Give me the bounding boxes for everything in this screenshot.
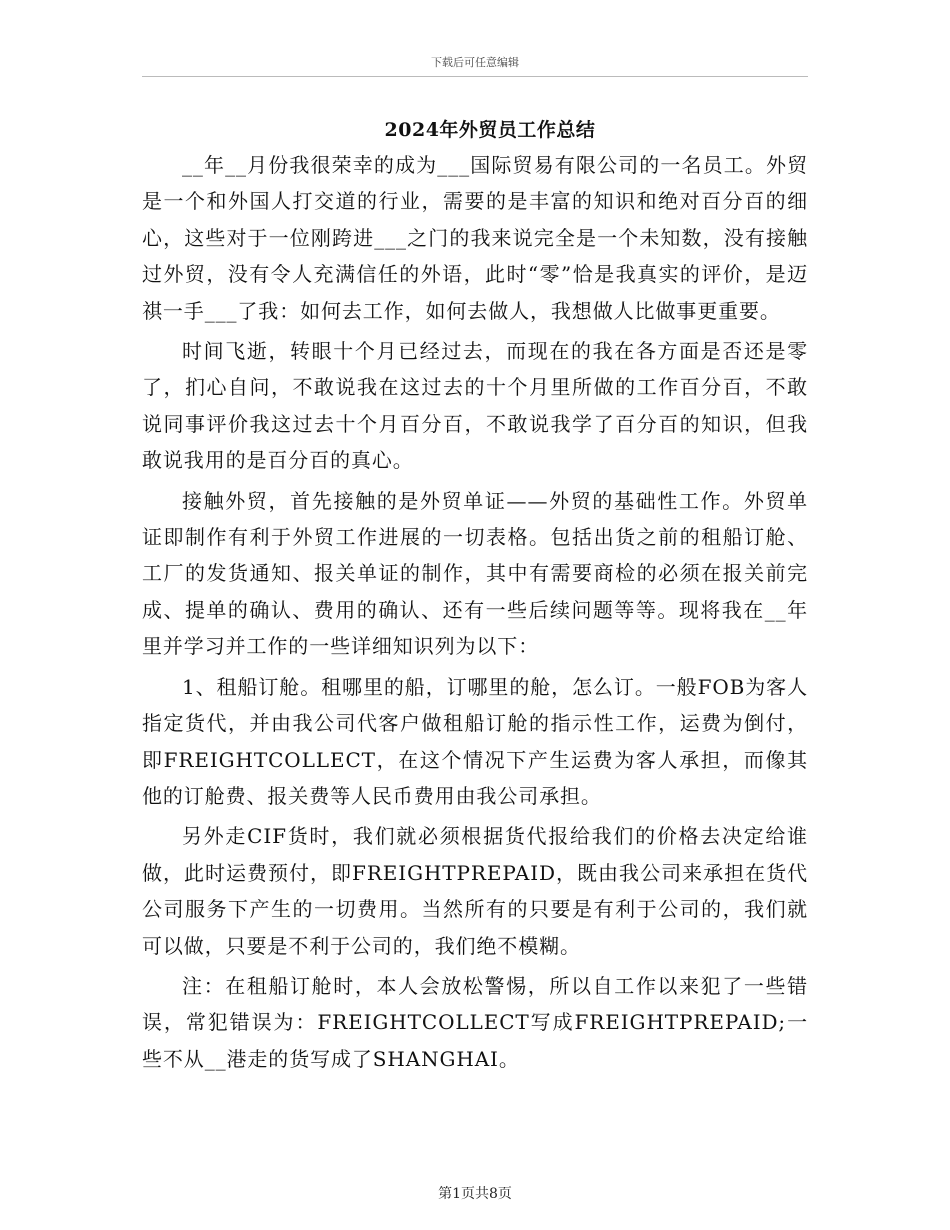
page-number: 第1页共8页	[438, 1186, 512, 1202]
page-header: 下载后可任意编辑	[431, 56, 519, 69]
paragraph: __年__月份我很荣幸的成为___国际贸易有限公司的一名员工。外贸是一个和外国人打交道的行业，需要的是丰富的知识和绝对百分百的细心，这些对于一位刚跨进___之门的我来说完全是一个未知数，没有接触过外贸，没有令人充满信任的外语，此时“零”恰是我真实的评价，是迈祺一手___了我：如何去工作，如何去做人，我想做人比做事更重要。	[142, 153, 808, 323]
paragraph: 1、租船订舱。租哪里的船，订哪里的舱，怎么订。一般FOB为客人指定货代，并由我公司代客户做租船订舱的指示性工作，运费为倒付，即FREIGHTCOLLECT，在这个情况下产生运费为客人承担，而像其他的订舱费、报关费等人民币费用由我公司承担。	[142, 674, 808, 808]
paragraph: 接触外贸，首先接触的是外贸单证——外贸的基础性工作。外贸单证即制作有利于外贸工作进展的一切表格。包括出货之前的租船订舱、工厂的发货通知、报关单证的制作，其中有需要商检的必须在报关前完成、提单的确认、费用的确认、还有一些后续问题等等。现将我在__年里并学习并工作的一些详细知识列为以下：	[142, 488, 808, 659]
paragraph: 时间飞逝，转眼十个月已经过去，而现在的我在各方面是否还是零了，扪心自问，不敢说我在这过去的十个月里所做的工作百分百，不敢说同事评价我这过去十个月百分百，不敢说我学了百分百的知识，但我敢说我用的是百分百的真心。	[142, 339, 808, 473]
document-title: 2024年外贸员工作总结	[384, 119, 596, 141]
paragraph: 注：在租船订舱时，本人会放松警惕，所以自工作以来犯了一些错误，常犯错误为：FREIGHTCOLLECT写成FREIGHTPREPAID;一些不从__港走的货写成了SHANGHAI。	[142, 973, 808, 1071]
document-body	[142, 147, 808, 1077]
header-divider	[142, 76, 808, 77]
paragraph: 另外走CIF货时，我们就必须根据货代报给我们的价格去决定给谁做，此时运费预付，即FREIGHTPREPAID，既由我公司来承担在货代公司服务下产生的一切费用。当然所有的只要是有利于公司的，我们就可以做，只要是不利于公司的，我们绝不模糊。	[142, 824, 808, 958]
